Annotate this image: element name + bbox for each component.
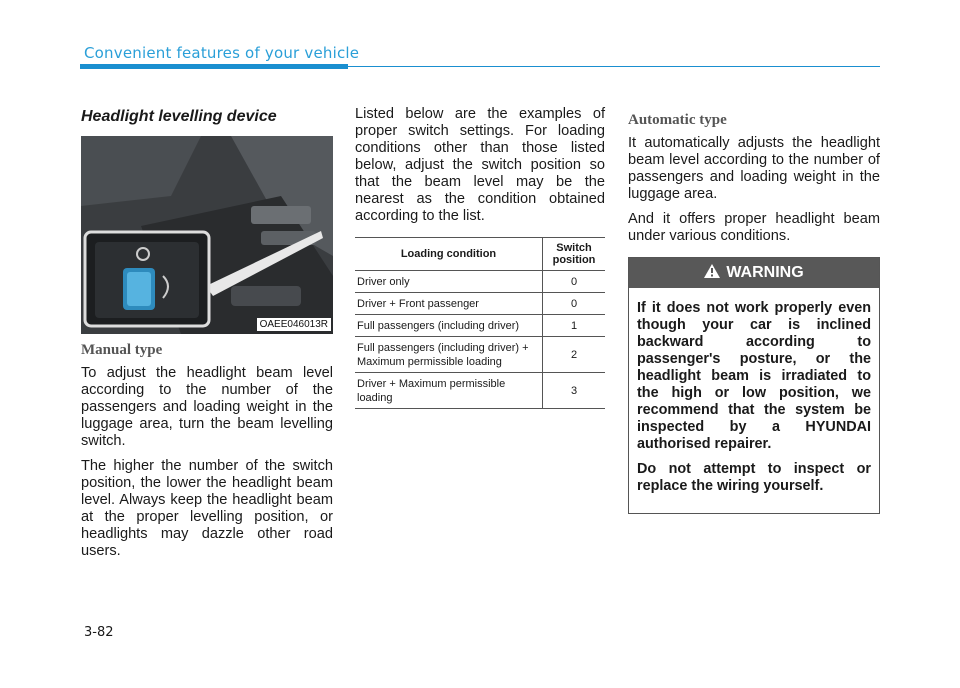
table-intro: Listed below are the examples of proper switch settings. For loading conditions other than those listed below, adjust the switch position so that the beam level may be the nearest as the condition obtained according to the list. — [355, 106, 605, 224]
section-title: Headlight levelling device — [81, 108, 277, 125]
warning-body — [629, 288, 879, 513]
middle-column — [355, 106, 605, 409]
manual-paragraph-1: To adjust the headlight beam level according to the number of the passengers and loading weight in the luggage area, turn the beam levelling switch. — [81, 365, 333, 449]
table-header-row — [355, 238, 605, 271]
warning-label: WARNING — [726, 264, 804, 281]
right-column — [628, 104, 880, 514]
warning-box — [628, 257, 880, 514]
left-column — [81, 104, 333, 568]
row-condition: Driver + Front passenger — [355, 293, 543, 315]
row-position: 3 — [543, 373, 606, 409]
warning-triangle-icon — [704, 264, 720, 283]
warning-paragraph-1: If it does not work properly even though your car is inclined backward according to passenger's posture, or the headlight beam is irradiated to the high or low position, we recommend that the system be inspected by a HYUNDAI authorised repairer. — [637, 300, 871, 452]
row-condition: Full passengers (including driver) + Maximum permissible loading — [355, 337, 543, 373]
row-position: 2 — [543, 337, 606, 373]
header-loading-condition: Loading condition — [355, 238, 543, 271]
row-position: 1 — [543, 315, 606, 337]
row-position: 0 — [543, 271, 606, 293]
table-row — [355, 373, 605, 409]
row-position: 0 — [543, 293, 606, 315]
auto-paragraph-1: It automatically adjusts the headlight beam level according to the number of passengers and loading weight in the luggage area. — [628, 135, 880, 202]
header-switch-position: Switch position — [543, 238, 606, 271]
row-condition: Driver only — [355, 271, 543, 293]
automatic-type-title: Automatic type — [628, 112, 727, 128]
table-row — [355, 271, 605, 293]
header-title: Convenient features of your vehicle — [84, 44, 360, 62]
manual-type-title: Manual type — [81, 342, 163, 358]
photo-caption: OAEE046013R — [257, 318, 331, 331]
headlight-switch-photo — [81, 136, 333, 334]
manual-paragraph-2: The higher the number of the switch position, the lower the headlight beam level. Always keep the headlight beam at the proper levelling position, or headlights may dazzle other road users. — [81, 458, 333, 559]
row-condition: Full passengers (including driver) — [355, 315, 543, 337]
auto-paragraph-2: And it offers proper headlight beam under various conditions. — [628, 211, 880, 244]
header-bar — [80, 64, 348, 69]
warning-paragraph-2: Do not attempt to inspect or replace the wiring yourself. — [637, 461, 871, 494]
header-line — [348, 66, 880, 67]
loading-table — [355, 237, 605, 409]
page-number: 3-82 — [84, 625, 114, 640]
table-row — [355, 293, 605, 315]
table-row — [355, 337, 605, 373]
row-condition: Driver + Maximum permissible loading — [355, 373, 543, 409]
dashboard-illustration — [81, 136, 333, 334]
table-row — [355, 315, 605, 337]
warning-header — [629, 258, 879, 288]
